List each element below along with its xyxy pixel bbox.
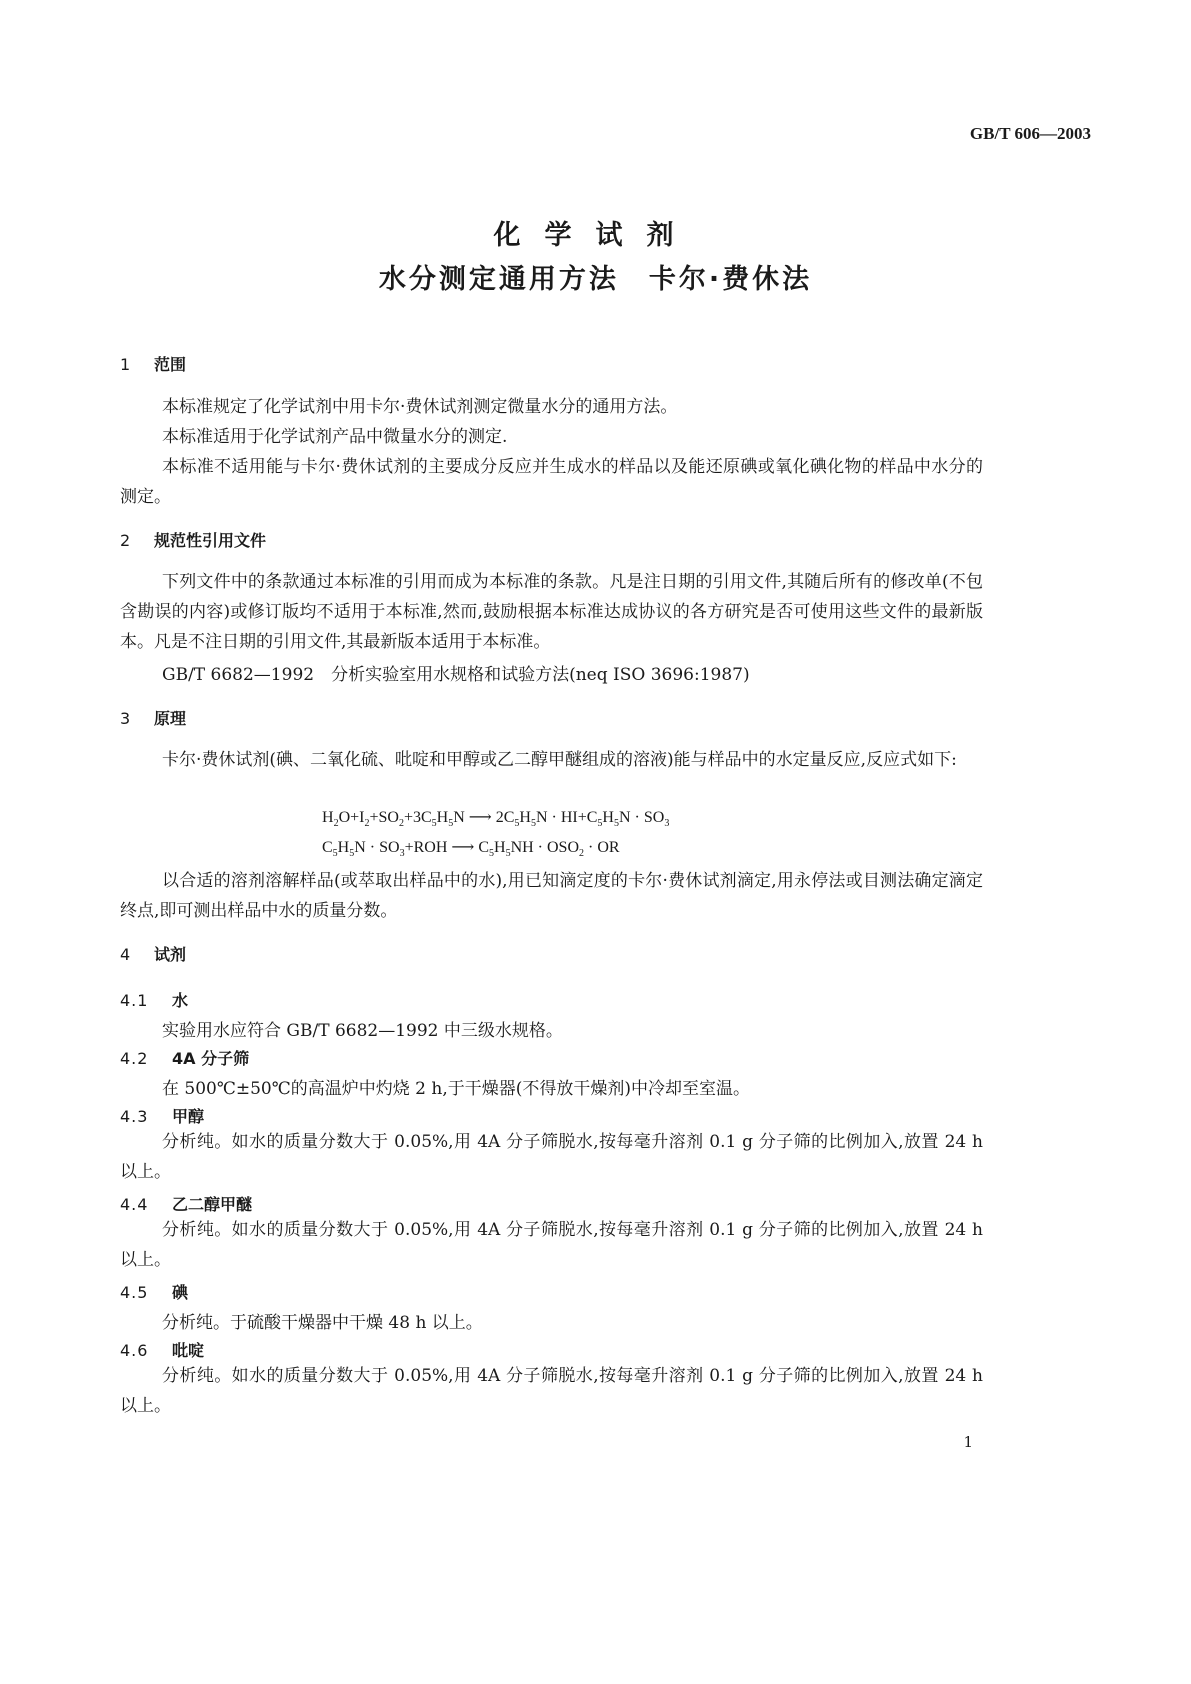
subsection-4-1-heading	[120, 988, 188, 1011]
subsection-title: 甲醇	[172, 1107, 205, 1126]
subsection-number: 4.2	[120, 1049, 149, 1068]
section-1-paragraph-1: 本标准规定了化学试剂中用卡尔·费休试剂测定微量水分的通用方法。	[162, 397, 678, 417]
section-2-heading	[120, 528, 266, 551]
subsection-4-2-text: 在 500℃±50℃的高温炉中灼烧 2 h,于干燥器(不得放干燥剂)中冷却至室温。	[162, 1079, 751, 1099]
section-title: 原理	[154, 709, 187, 728]
section-2-paragraph-1: 下列文件中的条款通过本标准的引用而成为本标准的条款。凡是注日期的引用文件,其随后所有的修改单(不包含勘误的内容)或修订版均不适用于本标准,然而,鼓励根据本标准达成协议的各方研究是否可使用这些文件的最新版本。凡是不注日期的引用文件,其最新版本适用于本标准。	[120, 572, 983, 652]
document-title-main: 化学试剂	[493, 220, 698, 251]
section-number: 2	[120, 531, 131, 550]
normative-reference: GB/T 6682—1992 分析实验室用水规格和试验方法(neq ISO 3696:1987)	[162, 665, 750, 685]
subsection-4-5-heading	[120, 1280, 188, 1303]
page-number: 1	[963, 1433, 973, 1451]
subsection-4-6-text: 分析纯。如水的质量分数大于 0.05%,用 4A 分子筛脱水,按每毫升溶剂 0.1 g 分子筛的比例加入,放置 24 h 以上。	[120, 1366, 983, 1416]
section-number: 1	[120, 355, 131, 374]
section-1-paragraph-3: 本标准不适用能与卡尔·费休试剂的主要成分反应并生成水的样品以及能还原碘或氧化碘化物的样品中水分的测定。	[120, 457, 983, 507]
subsection-4-3-heading	[120, 1104, 204, 1127]
subsection-4-2-heading	[120, 1046, 249, 1069]
subsection-4-3-text: 分析纯。如水的质量分数大于 0.05%,用 4A 分子筛脱水,按每毫升溶剂 0.1 g 分子筛的比例加入,放置 24 h 以上。	[120, 1132, 983, 1182]
subsection-title: 碘	[172, 1283, 189, 1302]
section-number: 3	[120, 709, 131, 728]
document-title-sub: 水分测定通用方法 卡尔·费休法	[378, 264, 813, 295]
subsection-title: 水	[172, 991, 189, 1010]
section-1-paragraph-2: 本标准适用于化学试剂产品中微量水分的测定.	[162, 427, 508, 447]
reaction-equation-2: $C_5H_5N \cdot SO_3+ROH$ ⟶ $C_5H_5NH \cdot OSO_2$ · OR	[322, 839, 620, 860]
subsection-number: 4.5	[120, 1283, 149, 1302]
section-title: 规范性引用文件	[154, 531, 267, 550]
subsection-title: 乙二醇甲醚	[172, 1195, 253, 1214]
section-number: 4	[120, 945, 131, 964]
subsection-number: 4.3	[120, 1107, 149, 1126]
subsection-title: 4A 分子筛	[172, 1049, 250, 1068]
subsection-4-4-heading	[120, 1192, 252, 1215]
section-4-heading	[120, 942, 186, 965]
subsection-4-5-text: 分析纯。于硫酸干燥器中干燥 48 h 以上。	[162, 1313, 483, 1333]
standard-code: GB/T 606—2003	[969, 124, 1091, 143]
section-3-paragraph-2: 以合适的溶剂溶解样品(或萃取出样品中的水),用已知滴定度的卡尔·费休试剂滴定,用永停法或目测法确定滴定终点,即可测出样品中水的质量分数。	[120, 871, 983, 921]
subsection-4-4-text: 分析纯。如水的质量分数大于 0.05%,用 4A 分子筛脱水,按每毫升溶剂 0.1 g 分子筛的比例加入,放置 24 h 以上。	[120, 1220, 983, 1270]
subsection-number: 4.4	[120, 1195, 149, 1214]
section-1-heading	[120, 352, 186, 375]
reaction-equation-1: $H_2O+I_2+SO_2+3C_5H_5N$ ⟶ $2C_5H_5N \cdot HI+C_5H_5N \cdot SO_3$	[322, 809, 670, 830]
subsection-title: 吡啶	[172, 1341, 205, 1360]
section-title: 范围	[154, 355, 187, 374]
subsection-4-6-heading	[120, 1338, 204, 1361]
subsection-number: 4.6	[120, 1341, 149, 1360]
section-3-paragraph-1: 卡尔·费休试剂(碘、二氧化硫、吡啶和甲醇或乙二醇甲醚组成的溶液)能与样品中的水定量反应,反应式如下:	[162, 750, 957, 770]
section-title: 试剂	[154, 945, 187, 964]
section-3-heading	[120, 706, 186, 729]
subsection-4-1-text: 实验用水应符合 GB/T 6682—1992 中三级水规格。	[162, 1021, 563, 1041]
subsection-number: 4.1	[120, 991, 149, 1010]
